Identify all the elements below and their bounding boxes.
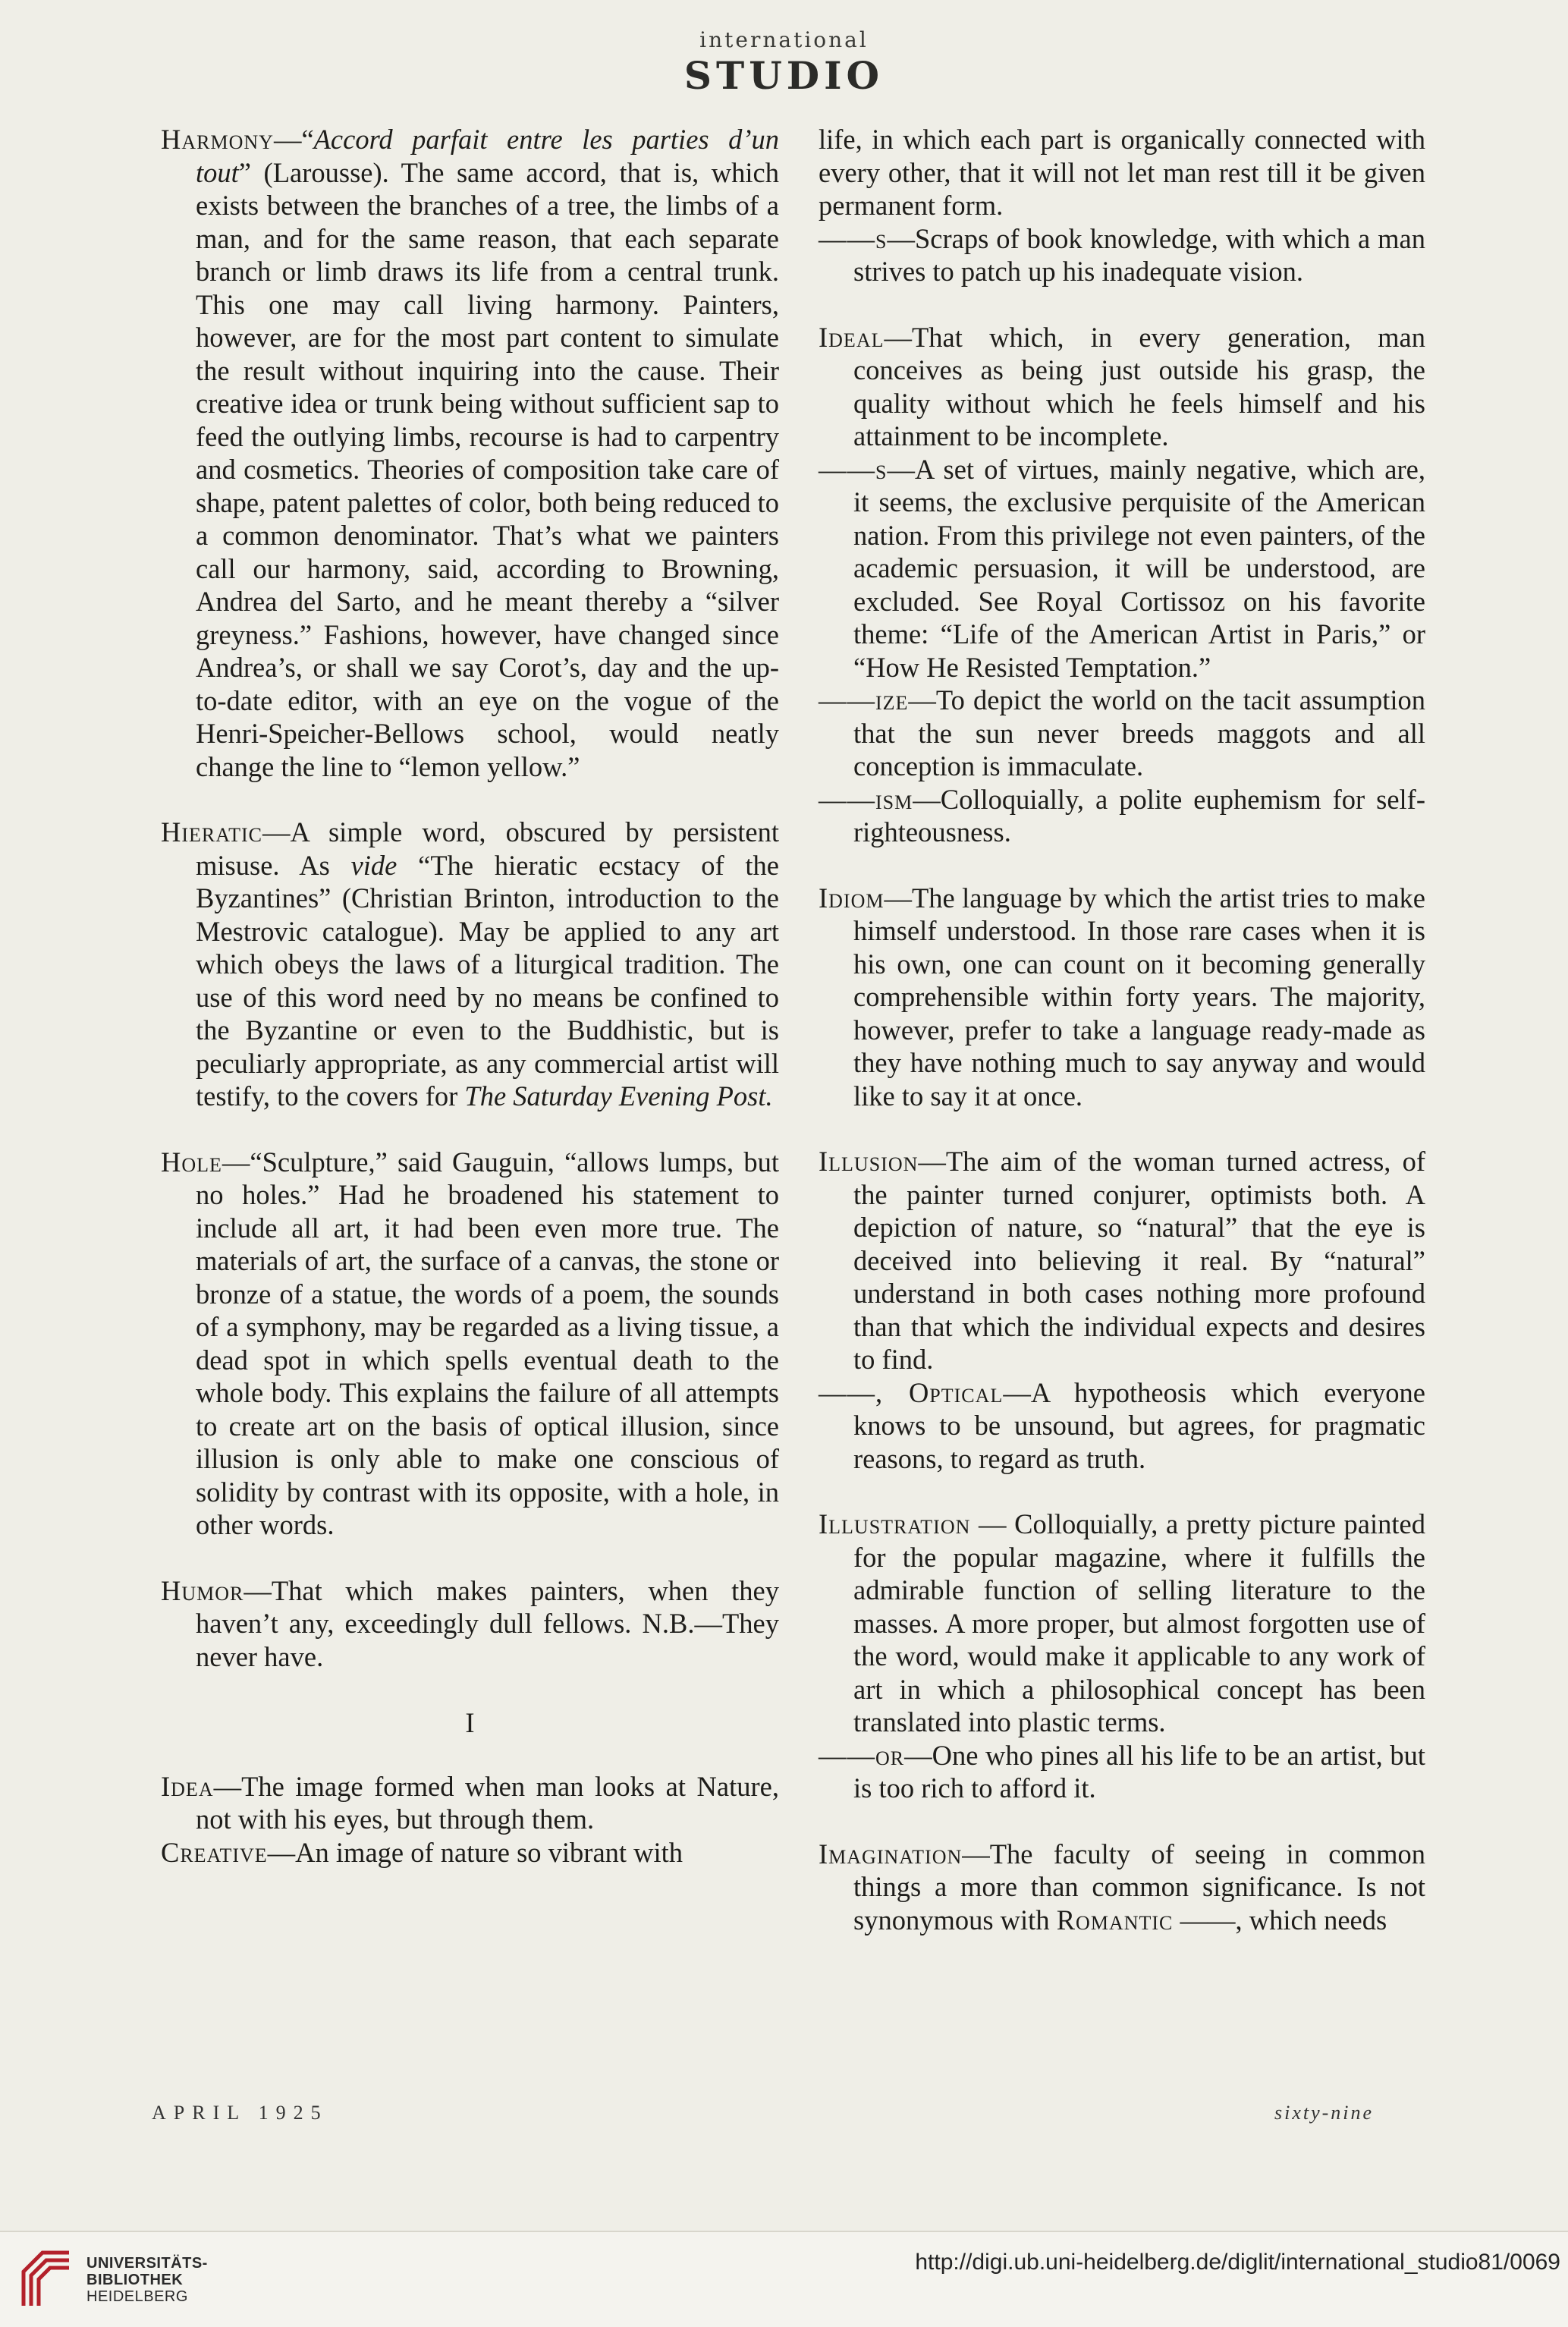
entry-text: To depict the world on the tacit assumption that the sun never breeds maggots and all conception is immaculate.: [853, 684, 1425, 781]
entry-separator: —: [884, 321, 912, 353]
entry-headword: Creative: [161, 1836, 268, 1868]
entry-headword: Humor: [161, 1574, 244, 1606]
glossary-entry: [161, 123, 779, 783]
entry-separator: —: [913, 783, 941, 815]
entry-separator: —: [273, 124, 302, 155]
glossary-entry: [161, 1770, 779, 1836]
glossary-entry: [819, 1838, 1425, 1937]
entry-text: ——, which needs: [1173, 1904, 1387, 1935]
entry-text: Colloquially, a polite euphemism for self-righteousness.: [853, 783, 1425, 847]
glossary-entry: [819, 123, 1425, 222]
entry-text: “: [301, 124, 314, 155]
glossary-entry: [161, 816, 779, 1113]
glossary-entry: [819, 453, 1425, 684]
library-name-line: BIBLIOTHEK: [86, 2272, 184, 2288]
glossary-entry: [161, 1836, 779, 1869]
entry-separator: —: [970, 1508, 1015, 1539]
entry-text: An image of nature so vibrant with: [295, 1836, 683, 1868]
entry-headword: Illusion: [819, 1146, 919, 1177]
entry-headword: ——or: [819, 1739, 905, 1771]
entry-text: That which, in every generation, man conceives as being just outside his grasp, the quality without which he feels himself and his attainment to be incomplete.: [853, 321, 1425, 451]
library-name-line: HEIDELBERG: [86, 2288, 188, 2305]
entry-text: A set of virtues, mainly negative, which are, it seems, the exclusive perquisite of the American nation. From this privilege not even painters, of the academic persuasion, it will be understood, are excluded. See Royal Cortissoz on his favorite theme: “Life of the American Artist in Paris,” or “How He Resisted Temptation.”: [853, 453, 1425, 683]
glossary-entry: [161, 1146, 779, 1542]
glossary-entry: [819, 321, 1425, 453]
entry-text: The language by which the artist tries to make himself understood. In those rare cases when it is his own, one can count on it becoming generally comprehensible within forty years. The majority, however, prefer to take a language ready-made as they have nothing much to say anyway and would like to say it at once.: [853, 882, 1425, 1112]
glossary-entry: [819, 1145, 1425, 1376]
entry-headword: ——s: [819, 453, 888, 485]
entry-text: A hypotheosis which everyone knows to be unsound, but agrees, for pragmatic reasons, to regard as truth.: [853, 1376, 1425, 1474]
entry-headword: ——ize: [819, 684, 909, 715]
entry-separator: —: [908, 684, 936, 715]
entry-text: life, in which each part is organically connected with every other, that it will not let man rest till it be given permanent form.: [819, 124, 1425, 221]
entry-headword: Idiom: [819, 882, 885, 914]
masthead-title: STUDIO: [683, 53, 885, 98]
entry-headword: Ideal: [819, 321, 885, 353]
entry-separator: —: [884, 882, 912, 914]
entry-separator: —: [267, 1836, 296, 1868]
entry-headword: Harmony: [161, 124, 274, 155]
entry-separator: —: [262, 816, 291, 847]
entry-separator: —: [213, 1770, 242, 1802]
entry-text: That which makes painters, when they haven’t any, exceedingly dull fellows. N.B.—They never have.: [196, 1574, 779, 1672]
glossary-entry: [819, 783, 1425, 849]
entry-text: Accord parfait entre les parties d’un tout: [196, 124, 779, 188]
entry-text: Colloquially, a pretty picture painted for the popular magazine, where it fulfills the admirable function of selling literature to the masses. A more proper, but almost forgotten use of the word, would make it applicable to any work of art in which a philosophical concept has been translated into plastic terms.: [853, 1508, 1425, 1737]
right-column: [819, 123, 1425, 1969]
section-letter: I: [465, 1707, 475, 1738]
entry-separator: —: [962, 1838, 990, 1869]
glossary-entry: [161, 1574, 779, 1674]
entry-text: “The hieratic ecstacy of the Byzantines” (Christian Brinton, introduction to the Mestrovic catalogue). May be applied to any art which obeys the laws of a liturgical tradition. The use of this word need by no means be confined to the Byzantine or even to the Buddhistic, but is peculiarly appropriate, as any commercial artist will testify, to the covers for: [196, 849, 779, 1112]
library-name-line: UNIVERSITÄTS-: [86, 2255, 208, 2272]
entry-text: The faculty of seeing in common things a more than common significance. Is not synonymous with: [853, 1838, 1425, 1935]
footer-page-number: sixty-nine: [1274, 2102, 1375, 2124]
entry-headword: ——s: [819, 222, 888, 254]
entry-separator: —: [887, 453, 915, 485]
entry-text: The image formed when man looks at Nature, not with his eyes, but through them.: [196, 1770, 779, 1835]
entry-text: The Saturday Evening Post.: [464, 1080, 773, 1112]
library-banner: [0, 2231, 1568, 2327]
entry-headword: Illustration: [819, 1508, 971, 1539]
entry-headword: ——ism: [819, 783, 913, 815]
entry-separator: —: [918, 1146, 946, 1177]
entry-headword: Hieratic: [161, 816, 263, 847]
entry-separator: —: [222, 1146, 250, 1178]
left-column: [161, 123, 779, 1901]
entry-headword: ——, Optical: [819, 1376, 1004, 1408]
entry-text: Romantic: [1056, 1904, 1174, 1935]
masthead-small: international: [699, 27, 869, 52]
glossary-entry: [819, 1376, 1425, 1476]
entry-text: vide: [350, 849, 397, 881]
entry-text: The aim of the woman turned actress, of the painter turned conjurer, optimists both. A depiction of nature, so “natural” that the eye is deceived into believing it real. By “natural” understand in both cases nothing more profound than that which the individual expects and desires to find.: [853, 1146, 1425, 1375]
footer-date: APRIL 1925: [152, 2102, 328, 2124]
glossary-entry: [819, 222, 1425, 288]
entry-headword: Imagination: [819, 1838, 963, 1869]
entry-text: “Sculpture,” said Gauguin, “allows lumps, but no holes.” Had he broadened his statement to include all art, it had been even more true. The materials of art, the surface of a canvas, the stone or bronze of a statue, the words of a poem, the sounds of a symphony, may be regarded as a living tissue, a dead spot in which spells eventual death to the whole body. This explains the failure of all attempts to create art on the basis of optical illusion, since illusion is only able to make one conscious of solidity by contrast with its opposite, with a hole, in other words.: [196, 1146, 779, 1540]
glossary-entry: [819, 684, 1425, 783]
entry-headword: Hole: [161, 1146, 222, 1178]
library-logo-icon: [20, 2249, 73, 2310]
entry-headword: Idea: [161, 1770, 214, 1802]
glossary-entry: [819, 882, 1425, 1113]
entry-text: Scraps of book knowledge, with which a man strives to patch up his inadequate vision.: [853, 222, 1425, 287]
entry-text: One who pines all his life to be an artist, but is too rich to afford it.: [853, 1739, 1425, 1803]
library-name: [86, 2255, 208, 2305]
entry-separator: —: [244, 1574, 272, 1606]
entry-separator: —: [887, 222, 915, 254]
entry-text: A simple word, obscured by persistent misuse. As: [196, 816, 779, 881]
glossary-entry: [819, 1508, 1425, 1739]
glossary-entry: [819, 1739, 1425, 1805]
entry-separator: —: [904, 1739, 932, 1771]
entry-text: ” (Larousse). The same accord, that is, which exists between the branches of a tree, the limbs of a man, and for the same reason, that each separate branch or limb draws its life from a central trunk. This one may call living harmony. Painters, however, are for the most part content to simulate the result without inquiring into the cause. Their creative idea or trunk being without sufficient sap to feed the outlying limbs, recourse is had to carpentry and cosmetics. Theories of composition take care of shape, patent palettes of color, both being reduced to a common denominator. That’s what we painters call our harmony, said, according to Browning, Andrea del Sarto, and he meant thereby a “silver greyness.” Fashions, however, have changed since Andrea’s, or shall we say Corot’s, day and the up-to-date editor, with an eye on the vogue of the Henri-Speicher-Bellows school, would neatly change the line to “lemon yellow.”: [196, 156, 779, 782]
source-url-link[interactable]: http://digi.ub.uni-heidelberg.de/diglit/international_studio81/0069: [915, 2250, 1560, 2275]
entry-separator: —: [1003, 1376, 1031, 1408]
